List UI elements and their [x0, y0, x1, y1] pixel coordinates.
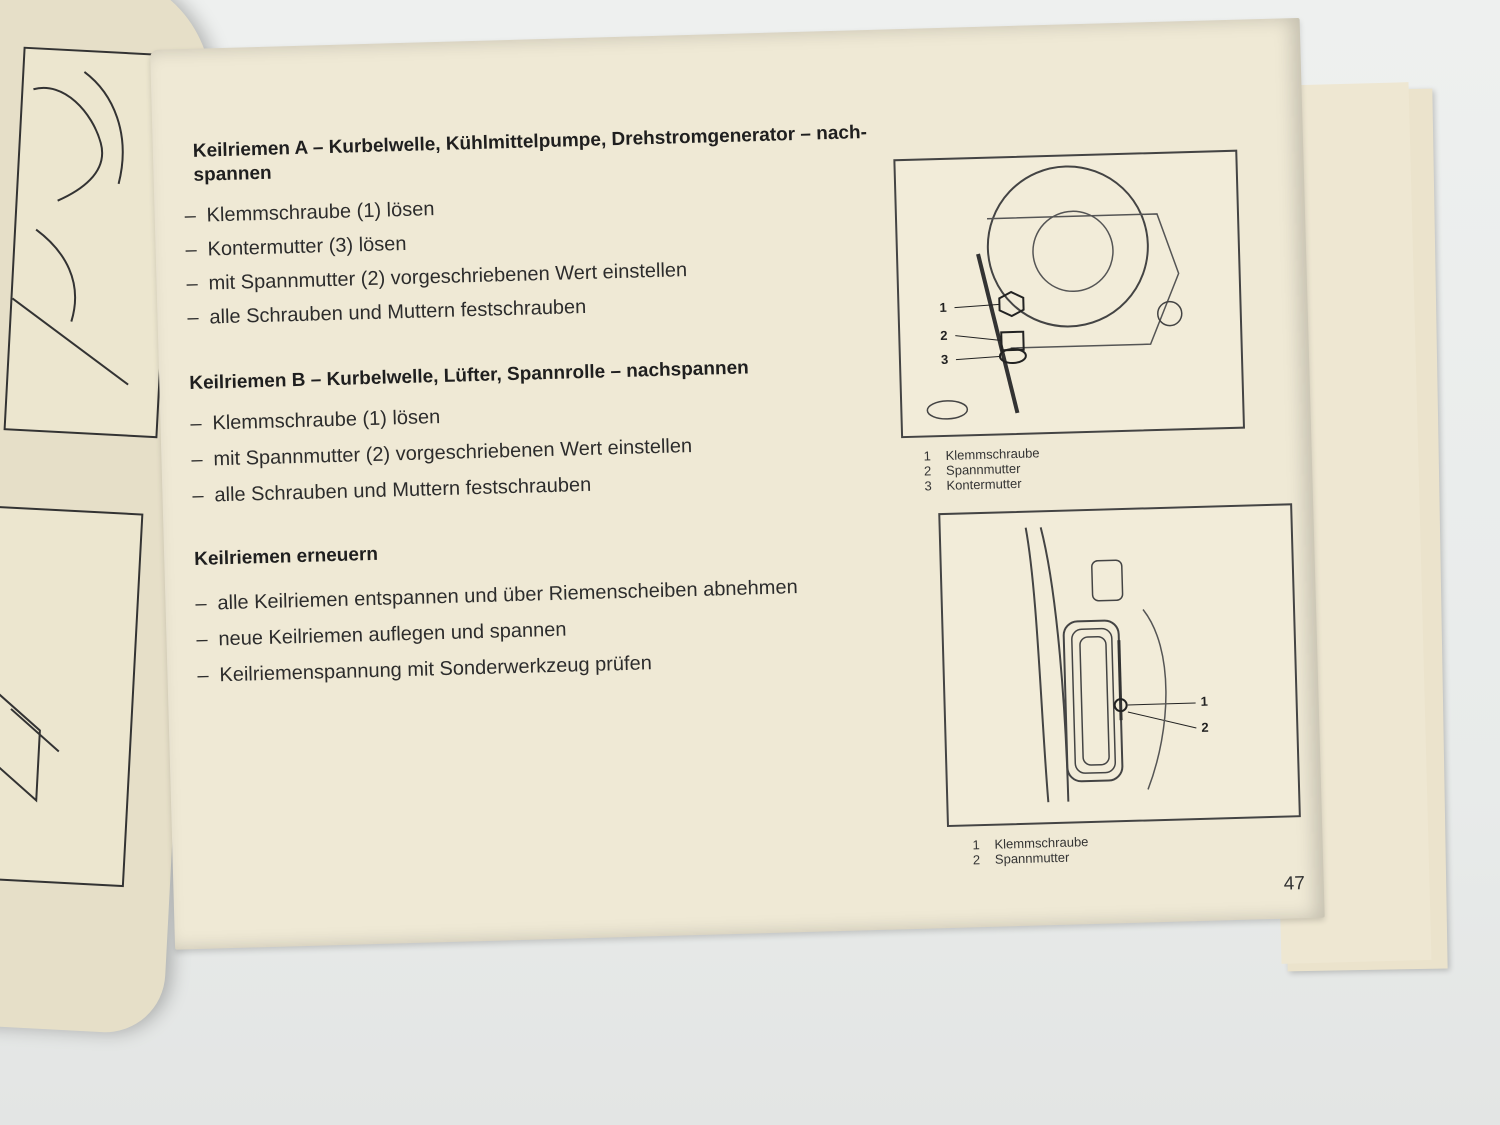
callout-1: 1 [1200, 693, 1209, 709]
figure-belt-a [893, 150, 1245, 438]
legend-item: 1 Klemmschraube [923, 445, 1040, 464]
section-a-heading-cont: spannen [193, 162, 272, 186]
callout-3: 3 [940, 351, 949, 368]
section-a-step: – Kontermutter (3) lösen [185, 232, 407, 262]
section-a-step: – alle Schrauben und Muttern festschrauben [187, 295, 587, 330]
section-a-step: – mit Spannmutter (2) vorgeschriebenen Wert einstellen [186, 259, 688, 296]
section-c-heading: Keilriemen erneuern [193, 543, 379, 570]
right-page [150, 18, 1325, 950]
legend-item: 3 Kontermutter [924, 475, 1022, 494]
section-c-step: – alle Keilriemen entspannen und über Riemenscheiben abnehmen [195, 576, 798, 615]
section-c-step: – neue Keilriemen auflegen und spannen [196, 618, 567, 651]
callout-2: 2 [940, 327, 948, 344]
section-b-step: – mit Spannmutter (2) vorgeschriebenen Wert einstellen [191, 435, 693, 471]
legend-item: 2 Spannmutter [972, 849, 1070, 868]
figure-a-legend [923, 445, 1040, 493]
section-b-heading: Keilriemen B – Kurbelwelle, Lüfter, Spannrolle – nachspannen [189, 357, 749, 395]
section-b-step: – Klemmschraube (1) lösen [190, 406, 441, 436]
callout-1: 1 [939, 299, 947, 316]
section-c-step: – Keilriemenspannung mit Sonderwerkzeug prüfen [197, 652, 653, 687]
section-b-step: – alle Schrauben und Muttern festschrauben [192, 473, 592, 507]
legend-item: 1 Klemmschraube [972, 834, 1089, 853]
left-illustration-bottom [0, 506, 143, 888]
page-number: 47 [1283, 873, 1306, 895]
belt-a-drawing [895, 152, 1243, 436]
figure-belt-b [938, 503, 1301, 827]
callout-2: 2 [1201, 719, 1209, 735]
section-a-heading: Keilriemen A – Kurbelwelle, Kühlmittelpumpe, Drehstromgenerator – nach- [192, 122, 868, 162]
legend-item: 2 Spannmutter [923, 460, 1021, 479]
figure-b-legend [972, 834, 1089, 867]
section-a-step: – Klemmschraube (1) lösen [184, 198, 435, 228]
belt-b-drawing [940, 505, 1299, 825]
